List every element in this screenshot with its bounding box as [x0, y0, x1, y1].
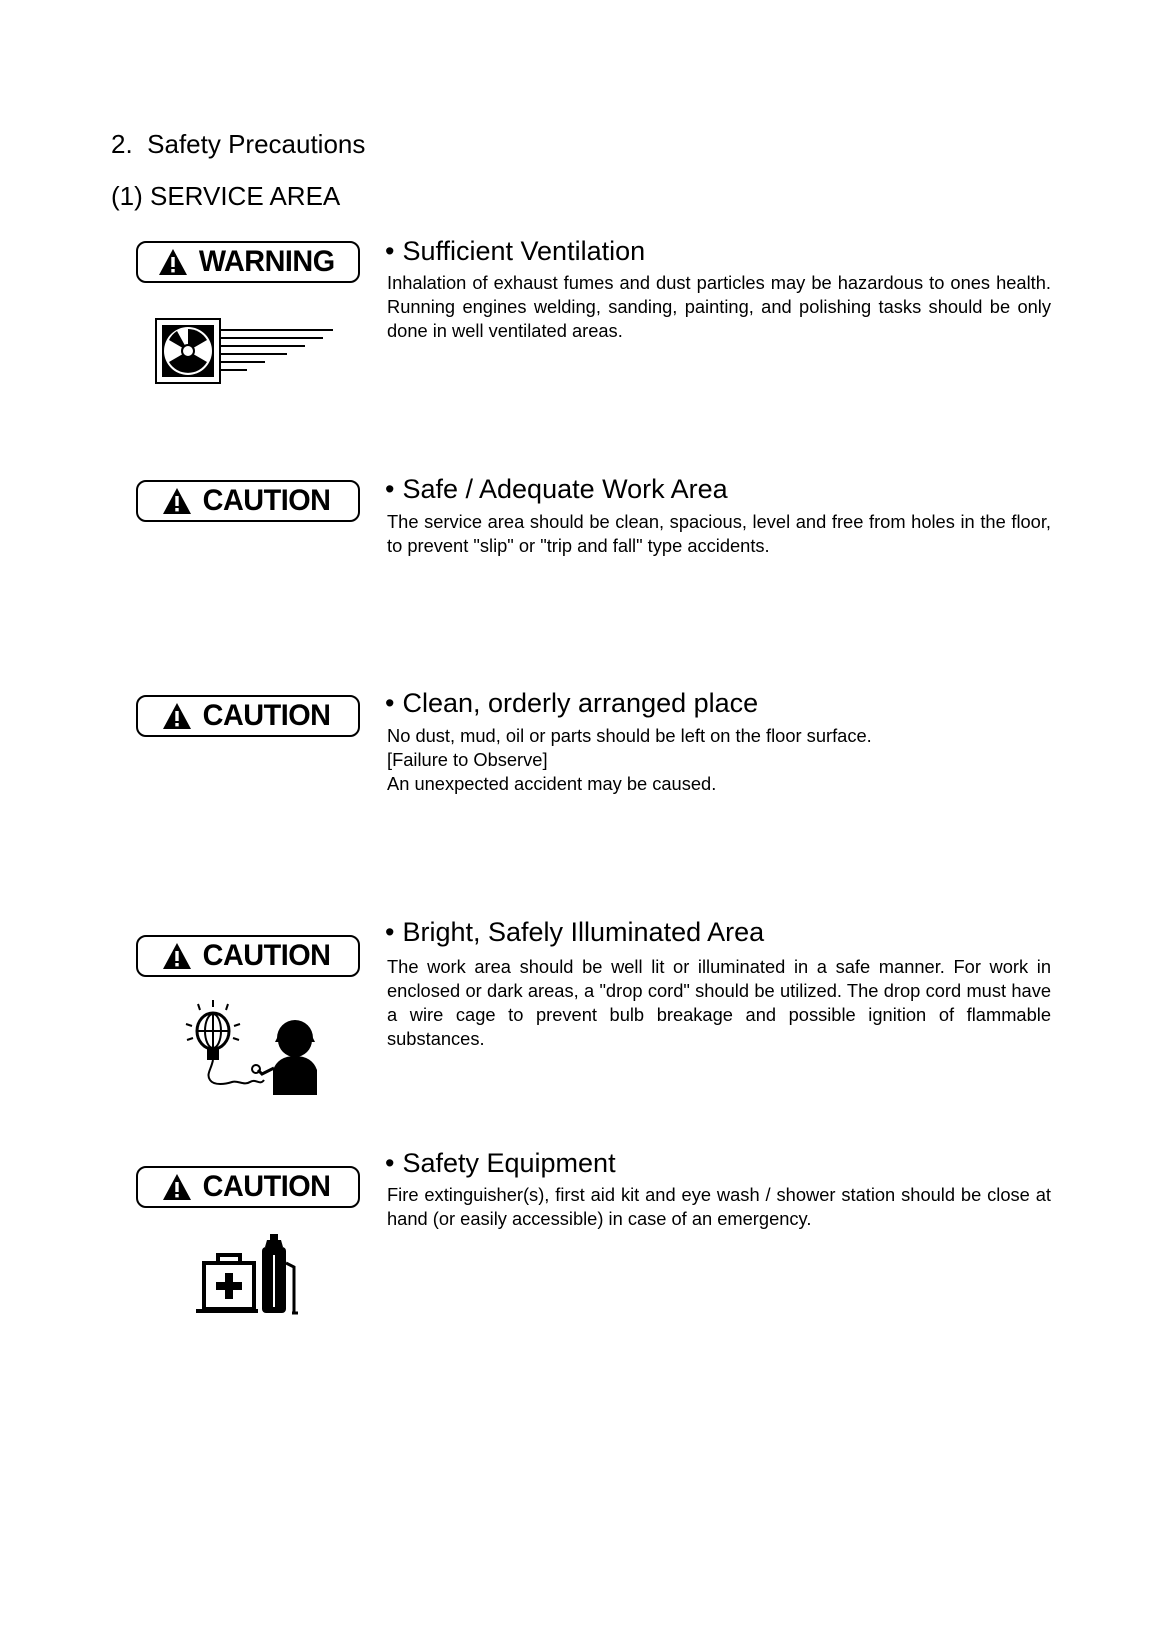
section-number: 2.	[111, 129, 133, 159]
item-body: The work area should be well lit or illuminated in a safe manner. For work in enclosed or dark areas, a "drop cord" should be utilized. The drop cord must have a wire cage to prevent bulb breakage and possible ignition of flammable substances.	[387, 956, 1051, 1049]
item-title	[385, 236, 645, 267]
item-title-text: Clean, orderly arranged place	[402, 688, 759, 718]
caution-badge	[136, 935, 360, 977]
warning-triangle-icon	[162, 942, 192, 970]
item-body	[387, 724, 1051, 796]
caution-badge	[136, 480, 360, 522]
body-line: [Failure to Observe]	[387, 749, 548, 770]
caution-badge	[136, 1166, 360, 1208]
warning-triangle-icon	[162, 1173, 192, 1201]
drop-cord-worker-icon	[178, 1000, 318, 1095]
item-title-text: Bright, Safely Illuminated Area	[402, 917, 765, 947]
badge-label: CAUTION	[203, 484, 331, 517]
ventilation-fan-icon	[155, 318, 335, 390]
badge-label: WARNING	[199, 245, 335, 278]
subsection-heading: (1) SERVICE AREA	[111, 181, 341, 211]
caution-badge	[136, 695, 360, 737]
bullet: •	[385, 917, 395, 947]
warning-triangle-icon	[158, 248, 188, 276]
first-aid-extinguisher-icon	[196, 1233, 298, 1315]
warning-triangle-icon	[162, 702, 192, 730]
warning-badge	[136, 241, 360, 283]
warning-triangle-icon	[162, 487, 192, 515]
section-heading	[111, 129, 365, 160]
bullet: •	[385, 236, 395, 266]
item-title-text: Sufficient Ventilation	[402, 236, 646, 266]
item-title-text: Safe / Adequate Work Area	[402, 474, 728, 504]
section-title: Safety Precautions	[147, 129, 366, 159]
body-line: An unexpected accident may be caused.	[387, 773, 717, 794]
item-body: The service area should be clean, spacious, level and free from holes in the floor, to prevent "slip" or "trip and fall" type accidents.	[387, 511, 1051, 556]
item-body: Inhalation of exhaust fumes and dust particles may be hazardous to ones health. Running engines welding, sanding, painting, and polishing tasks should be only done in well ventilated areas.	[387, 272, 1051, 341]
item-title	[385, 688, 758, 719]
item-title	[385, 1148, 616, 1179]
item-title	[385, 474, 728, 505]
bullet: •	[385, 1148, 395, 1178]
item-title	[385, 917, 764, 948]
badge-label: CAUTION	[203, 939, 331, 972]
body-line: No dust, mud, oil or parts should be left on the floor surface.	[387, 725, 872, 746]
bullet: •	[385, 474, 395, 504]
badge-label: CAUTION	[203, 699, 331, 732]
item-body: Fire extinguisher(s), first aid kit and eye wash / shower station should be close at hand (or easily accessible) in case of an emergency.	[387, 1184, 1051, 1229]
bullet: •	[385, 688, 395, 718]
item-title-text: Safety Equipment	[402, 1148, 616, 1178]
badge-label: CAUTION	[203, 1170, 331, 1203]
